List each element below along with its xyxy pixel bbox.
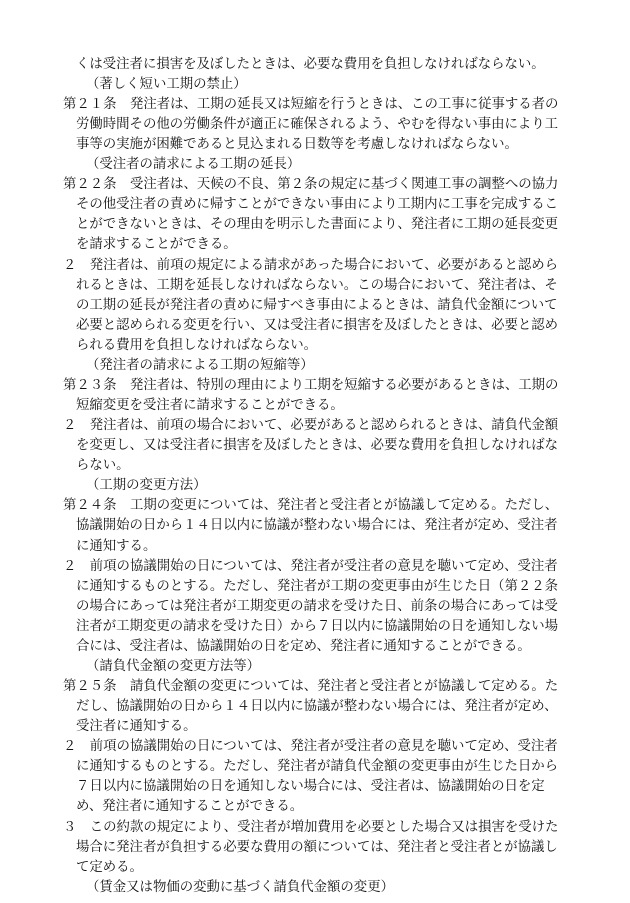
text-line: 合には、受注者は、協議開始の日を定め、発注者に通知することができる。 xyxy=(76,639,531,654)
text-line: を変更し、又は受注者に損害を及ぼしたときは、必要な費用を負担しなければな xyxy=(76,438,559,453)
text-line: とができないときは、その理由を明示した書面により、発注者に工期の延長変更 xyxy=(76,217,559,232)
section-heading: （賃金又は物価の変動に基づく請負代金額の変更） xyxy=(86,880,394,895)
text-line: を請求することができる。 xyxy=(76,237,237,252)
paragraph-first-line: ２ 前項の協議開始の日については、発注者が受注者の意見を聴いて定め、受注者 xyxy=(63,739,558,754)
section-heading: （発注者の請求による工期の短縮等） xyxy=(86,358,314,373)
text-line: れるときは、工期を延長しなければならない。この場合において、発注者は、そ xyxy=(76,278,558,293)
text-line: ７日以内に協議開始の日を通知しない場合には、受注者は、協議開始の日を定 xyxy=(76,779,545,794)
text-line: その他受注者の責めに帰すことができない事由により工期内に工事を完成するこ xyxy=(76,197,559,212)
text-line: 受注者に通知する。 xyxy=(76,719,197,734)
text-line: て定める。 xyxy=(76,860,143,875)
text-line: の場合にあっては発注者が工期変更の請求を受けた日、前条の場合にあっては受 xyxy=(76,599,558,614)
section-heading: （著しく短い工期の禁止） xyxy=(86,77,247,92)
article-first-line: 第２５条 請負代金額の変更については、発注者と受注者とが協議して定める。た xyxy=(63,679,559,694)
article-first-line: 第２３条 発注者は、特別の理由により工期を短縮する必要があるときは、工期の xyxy=(63,378,559,393)
text-line: 協議開始の日から１４日以内に協議が整わない場合には、発注者が定め、受注者 xyxy=(76,518,558,533)
article-first-line: 第２２条 受注者は、天候の不良、第２条の規定に基づく関連工事の調整への協力 xyxy=(63,177,559,192)
article-first-line: 第２１条 発注者は、工期の延長又は短縮を行うときは、この工事に従事する者の xyxy=(63,97,559,112)
text-line: 短縮変更を受注者に請求することができる。 xyxy=(76,398,344,413)
paragraph-first-line: ３ この約款の規定により、受注者が増加費用を必要とした場合又は損害を受けた xyxy=(63,820,559,835)
section-heading: （請負代金額の変更方法等） xyxy=(86,659,261,674)
section-heading: （工期の変更方法） xyxy=(86,478,207,493)
article-first-line: 第２４条 工期の変更については、発注者と受注者とが協議して定める。ただし、 xyxy=(63,498,559,513)
text-line: 事等の実施が困難であると見込まれる日数等を考慮しなければならない。 xyxy=(76,137,518,152)
paragraph-first-line: ２ 発注者は、前項の場合において、必要があると認められるときは、請負代金額 xyxy=(63,418,559,433)
text-line: 注者が工期変更の請求を受けた日）から７日以内に協議開始の日を通知しない場 xyxy=(76,619,559,634)
text-line: に通知する。 xyxy=(76,539,157,554)
text-line: 労働時間その他の労働条件が適正に確保されるよう、やむを得ない事由により工 xyxy=(76,117,559,132)
text-line: らない。 xyxy=(76,458,130,473)
text-line: 必要と認められる変更を行い、又は受注者に損害を及ぼしたときは、必要と認め xyxy=(76,318,559,333)
text-line: め、発注者に通知することができる。 xyxy=(76,799,304,814)
text-line: だし、協議開始の日から１４日以内に協議が整わない場合には、発注者が定め、 xyxy=(76,699,558,714)
text-line: の工期の延長が発注者の責めに帰すべき事由によるときは、請負代金額について xyxy=(76,298,558,313)
text-line: 場合に発注者が負担する必要な費用の額については、発注者と受注者とが協議し xyxy=(76,840,558,855)
section-heading: （受注者の請求による工期の延長） xyxy=(86,157,301,172)
paragraph-first-line: ２ 前項の協議開始の日については、発注者が受注者の意見を聴いて定め、受注者 xyxy=(63,559,558,574)
text-line: に通知するものとする。ただし、発注者が工期の変更事由が生じた日（第２２条 xyxy=(76,579,559,594)
paragraph-first-line: ２ 発注者は、前項の規定による請求があった場合において、必要があると認めら xyxy=(63,258,559,273)
text-line: くは受注者に損害を及ぼしたときは、必要な費用を負担しなければならない。 xyxy=(76,57,545,72)
text-line: に通知するものとする。ただし、発注者が請負代金額の変更事由が生じた日から xyxy=(76,759,559,774)
text-line: られる費用を負担しなければならない。 xyxy=(76,338,318,353)
